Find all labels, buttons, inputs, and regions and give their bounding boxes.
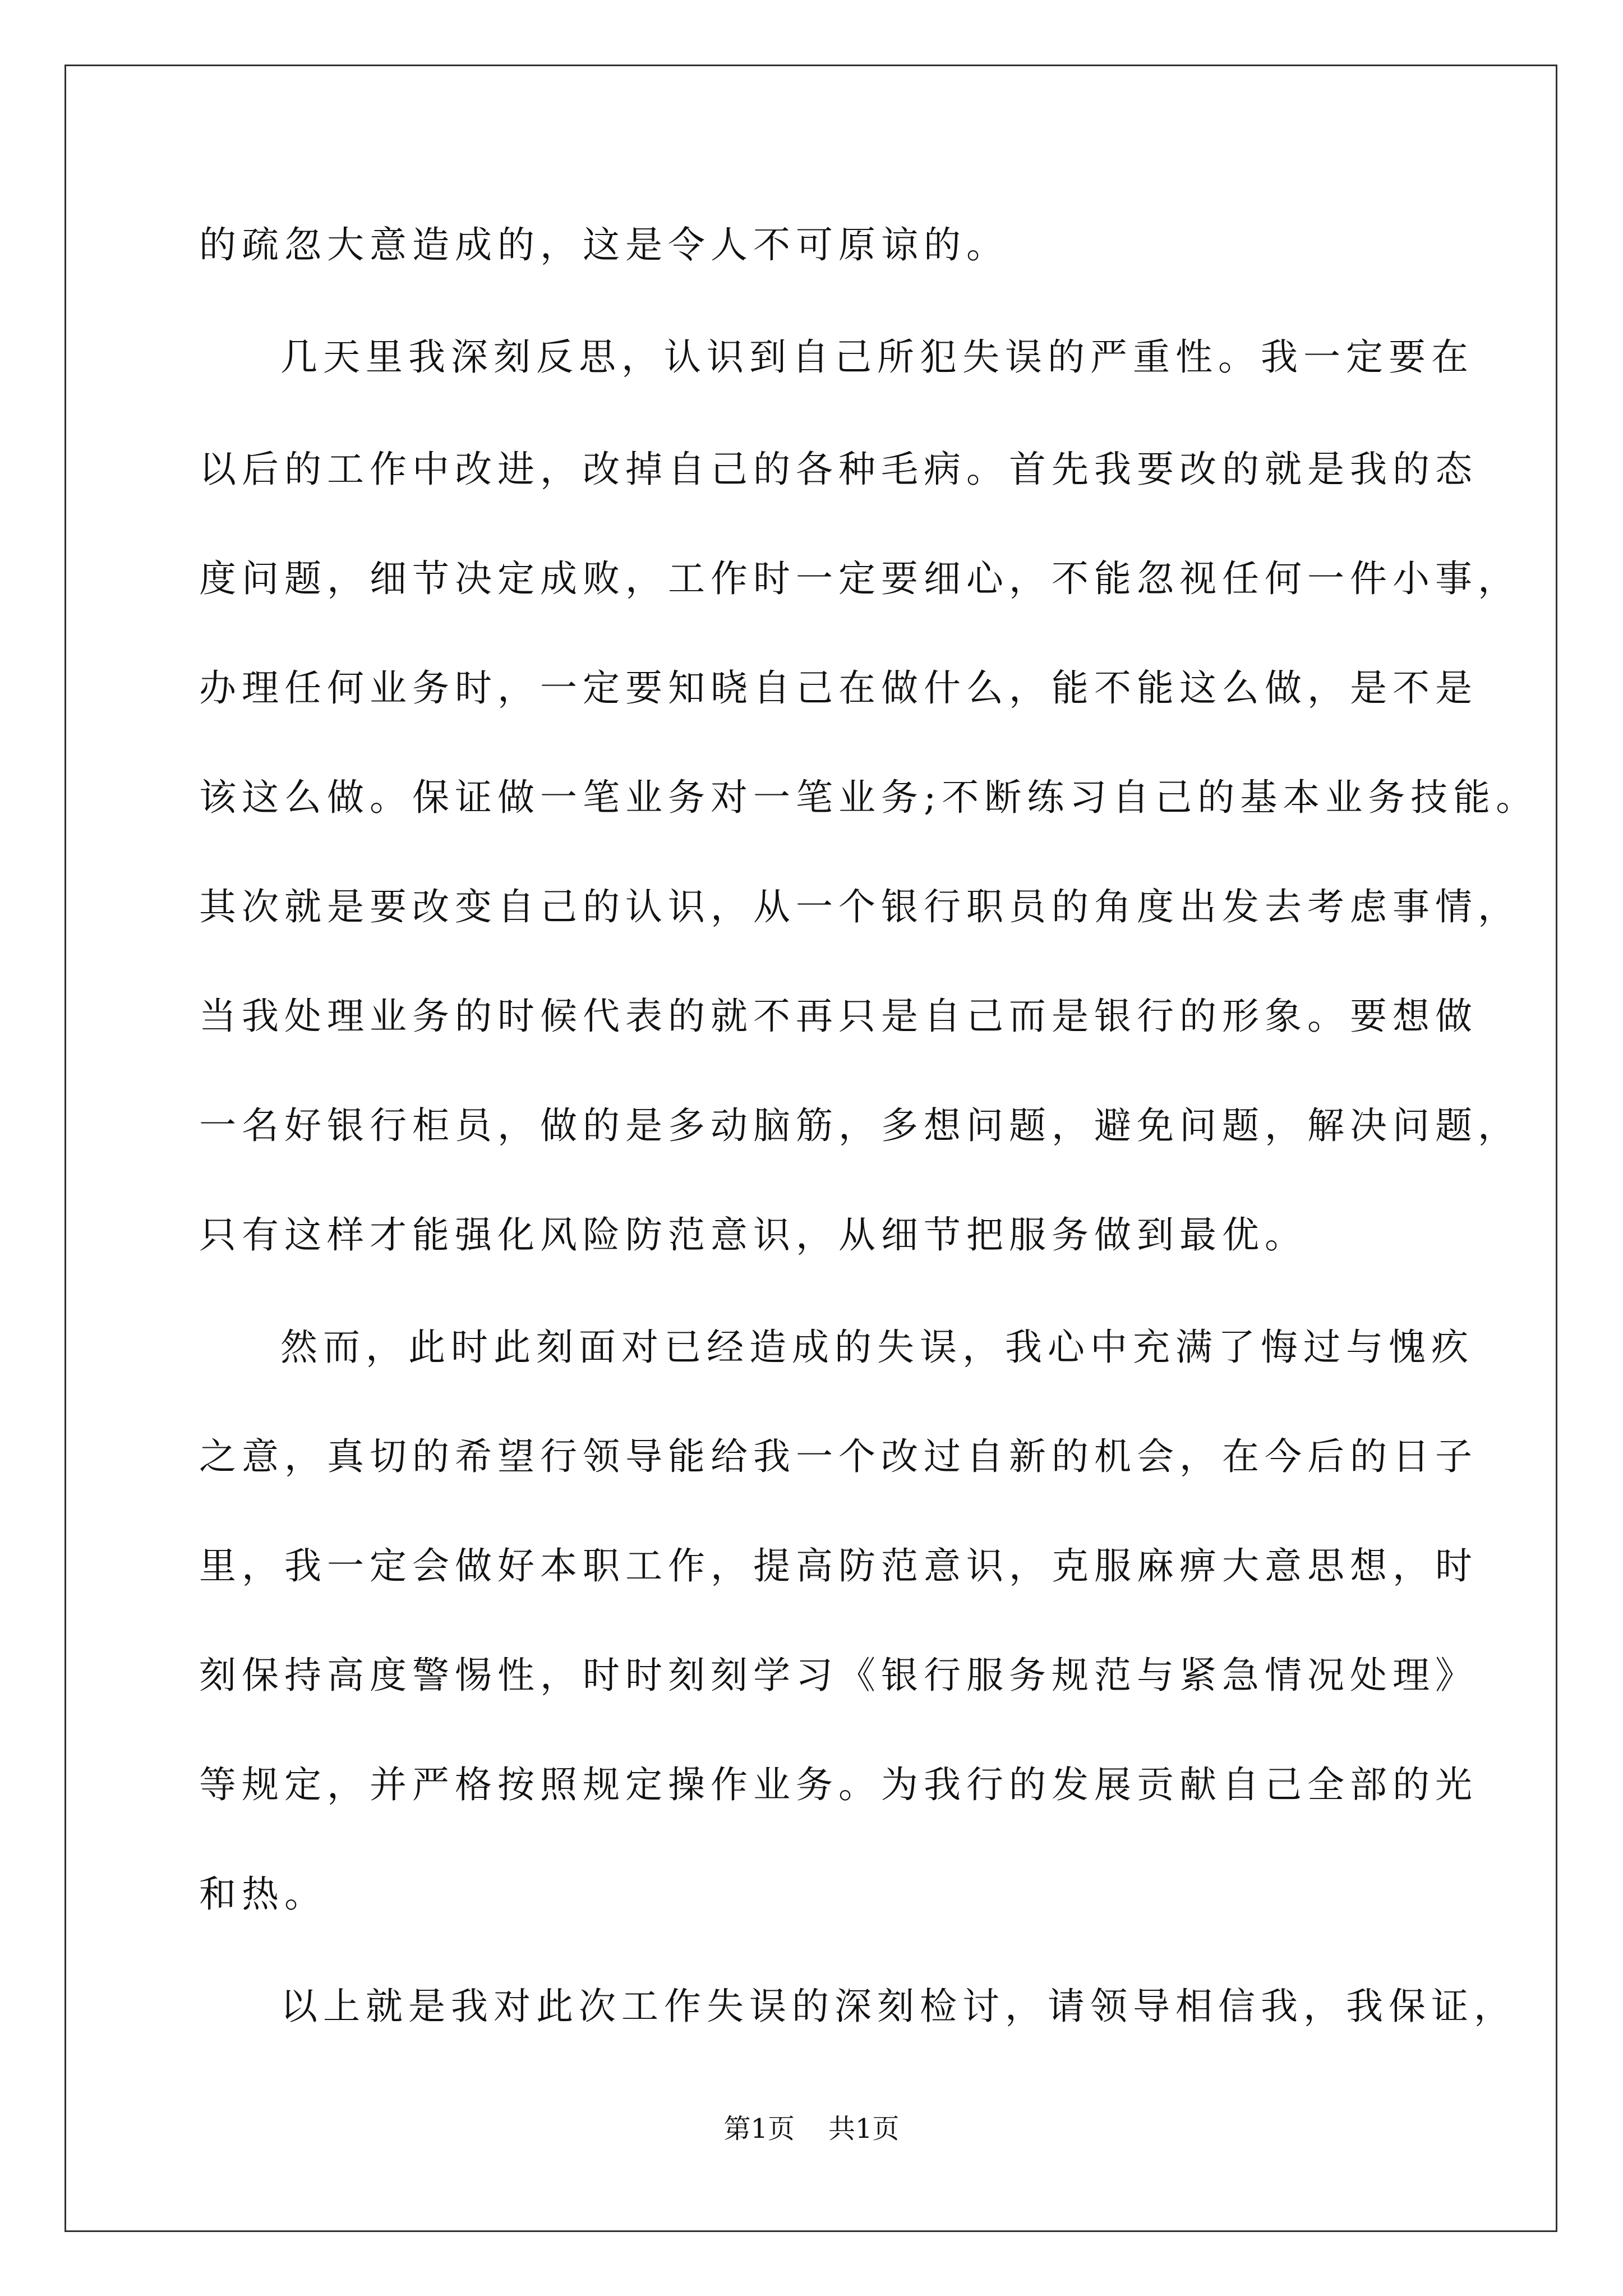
page-total: 共1页: [828, 2113, 900, 2145]
text-line: 然而，此时此刻面对已经造成的失误，我心中充满了悔过与愧疚: [280, 1326, 1474, 1369]
text-line: 只有这样才能强化风险防范意识，从细节把服务做到最优。: [199, 1213, 1307, 1257]
text-line: 和热。: [199, 1872, 327, 1916]
text-line: 里，我一定会做好本职工作，提高防范意识，克服麻痹大意思想，时: [199, 1544, 1478, 1588]
page-footer: [0, 2112, 1623, 2146]
text-line: 之意，真切的希望行领导能给我一个改过自新的机会，在今后的日子: [199, 1435, 1478, 1478]
page-number: 第1页: [723, 2113, 795, 2145]
text-line: 以上就是我对此次工作失误的深刻检讨，请领导相信我，我保证，: [280, 1985, 1516, 2028]
text-line: 几天里我深刻反思，认识到自己所犯失误的严重性。我一定要在: [280, 335, 1474, 379]
text-line: 该这么做。保证做一笔业务对一笔业务;不断练习自己的基本业务技能。: [199, 776, 1539, 819]
text-line: 当我处理业务的时候代表的就不再只是自己而是银行的形象。要想做: [199, 995, 1478, 1038]
text-line: 度问题，细节决定成败，工作时一定要细心，不能忽视任何一件小事，: [199, 557, 1520, 600]
text-line: 办理任何业务时，一定要知晓自己在做什么，能不能这么做，是不是: [199, 666, 1478, 710]
text-line: 其次就是要改变自己的认识，从一个银行职员的角度出发去考虑事情，: [199, 885, 1520, 928]
text-line: 以后的工作中改进，改掉自己的各种毛病。首先我要改的就是我的态: [199, 448, 1478, 491]
text-line: 一名好银行柜员，做的是多动脑筋，多想问题，避免问题，解决问题，: [199, 1104, 1520, 1147]
text-line: 等规定，并严格按照规定操作业务。为我行的发展贡献自己全部的光: [199, 1763, 1478, 1806]
text-line: 的疏忽大意造成的，这是令人不可原谅的。: [199, 223, 1009, 266]
text-line: 刻保持高度警惕性，时时刻刻学习《银行服务规范与紧急情况处理》: [199, 1654, 1478, 1697]
